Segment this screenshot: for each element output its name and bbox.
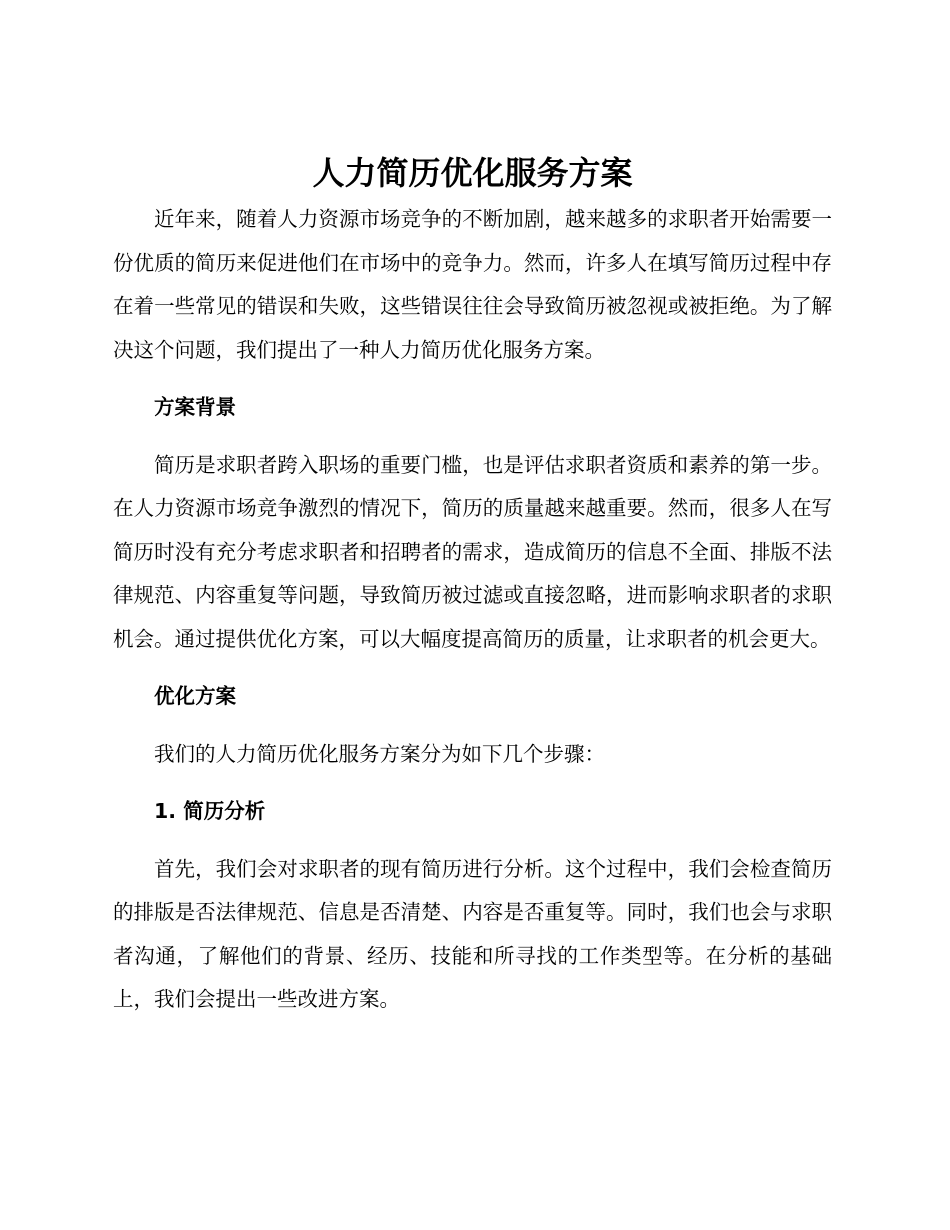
optimization-paragraph: 我们的人力简历优化服务方案分为如下几个步骤： [154,741,605,766]
spacer [113,430,832,444]
background-paragraph: 简历是求职者跨入职场的重要门槛，也是评估求职者资质和素养的第一步。在人力资源市场竞争激烈的情况下，简历的质量越来越重要。然而，很多人在写简历时没有充分考虑求职者和招聘者的需求，造成简历的信息不全面、排版不法律规范、内容重复等问题，导致简历被过滤或直接忽略，进而影响求职者的求职机会。通过提供优化方案，可以大幅度提高简历的质量，让求职者的机会更大。 [113,452,832,651]
spacer [113,834,832,848]
intro-paragraph: 近年来，随着人力资源市场竞争的不断加剧，越来越多的求职者开始需要一份优质的简历来促进他们在市场中的竞争力。然而，许多人在填写简历过程中存在着一些常见的错误和失败，这些错误往往会导致简历被忽视或被拒绝。为了解决这个问题，我们提出了一种人力简历优化服务方案。 [113,207,832,362]
spacer [113,372,832,386]
document-title: 人力简历优化服务方案 [312,154,633,192]
section-heading-optimization: 优化方案 [154,684,236,708]
spacer [113,719,832,733]
spacer [113,661,832,675]
section-heading-resume-analysis: 1. 简历分析 [154,799,266,823]
resume-analysis-paragraph: 首先，我们会对求职者的现有简历进行分析。这个过程中，我们会检查简历的排版是否法律规范、信息是否清楚、内容是否重复等。同时，我们也会与求职者沟通，了解他们的背景、经历、技能和所寻找的工作类型等。在分析的基础上，我们会提出一些改进方案。 [113,856,832,1011]
spacer [113,776,832,790]
section-heading-background: 方案背景 [154,395,236,419]
